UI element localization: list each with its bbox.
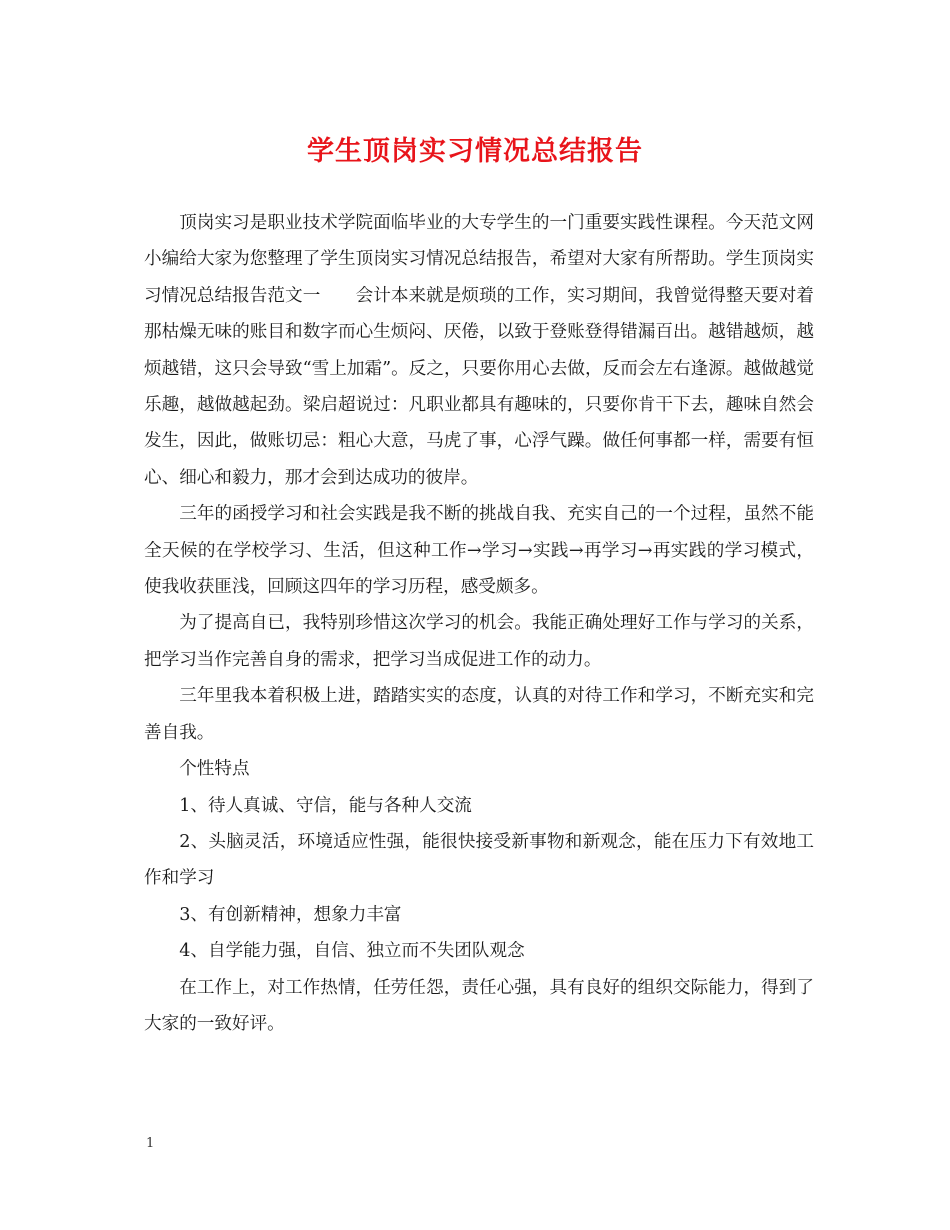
list-item-3: 3、有创新精神，想象力丰富 [179, 904, 402, 925]
paragraph-intro: 顶岗实习是职业技术学院面临毕业的大专学生的一门重要实践性课程。今天范文网小编给大家为您整理了学生顶岗实习情况总结报告，希望对大家有所帮助。学生顶岗实习情况总结报告范文一 会计本来就是烦琐的工作，实习期间，我曾觉得整天要对着那枯燥无味的账目和数字而心生烦闷、厌倦，以致于登账登得错漏百出。越错越烦，越烦越错，这只会导致“雪上加霜”。反之，只要你用心去做，反而会左右逢源。越做越觉乐趣，越做越起劲。梁启超说过：凡职业都具有趣味的，只要你肯干下去，趣味自然会发生，因此，做账切忌：粗心大意，马虎了事，心浮气躁。做任何事都一样，需要有恒心、细心和毅力，那才会到达成功的彼岸。 [144, 213, 814, 488]
section-heading-personality: 个性特点 [179, 759, 250, 780]
page-number: 1 [146, 1136, 155, 1151]
list-item-1: 1、待人真诚、守信，能与各种人交流 [179, 795, 472, 816]
paragraph-attitude: 三年里我本着积极上进，踏踏实实的态度，认真的对待工作和学习，不断充实和完善自我。 [144, 686, 814, 743]
paragraph-study-process: 三年的函授学习和社会实践是我不断的挑战自我、充实自己的一个过程，虽然不能全天候的在学校学习、生活，但这种工作→学习→实践→再学习→再实践的学习模式，使我收获匪浅，回顾这四年的学习历程，感受颇多。 [144, 504, 814, 598]
list-item-2: 2、头脑灵活，环境适应性强，能很快接受新事物和新观念，能在压力下有效地工作和学习 [144, 831, 814, 889]
document-title: 学生顶岗实习情况总结报告 [307, 136, 643, 167]
document-body [144, 205, 814, 1042]
paragraph-self-improvement: 为了提高自已，我特别珍惜这次学习的机会。我能正确处理好工作与学习的关系，把学习当作完善自身的需求，把学习当成促进工作的动力。 [144, 613, 814, 670]
list-item-4: 4、自学能力强，自信、独立而不失团队观念 [179, 941, 525, 962]
paragraph-work-evaluation: 在工作上，对工作热情，任劳任怨，责任心强，具有良好的组织交际能力，得到了大家的一致好评。 [144, 977, 814, 1034]
